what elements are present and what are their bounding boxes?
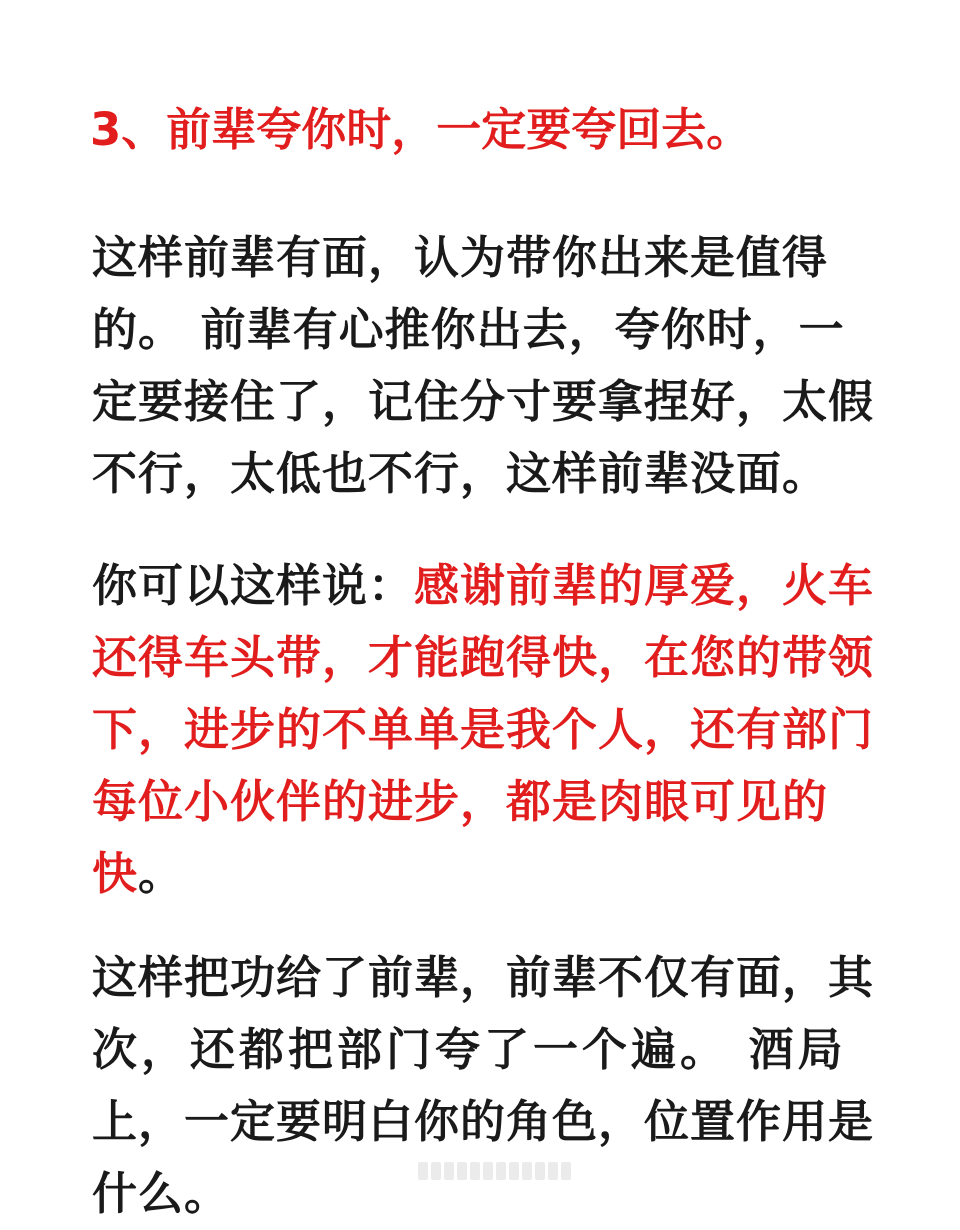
quote-lead-text: 你可以这样说： — [92, 559, 415, 612]
quote-text: 下，进步的不单单是我个人，还有部门 — [92, 703, 875, 756]
paragraph-line: 不行，太低也不行，这样前辈没面。 — [92, 447, 829, 500]
paragraph-line: 次，还都把部门夸了一个遍。 酒局 — [92, 1023, 847, 1076]
paragraph-line: 定要接住了，记住分寸要拿捏好，太假 — [92, 375, 875, 428]
paragraph-line: 这样把功给了前辈，前辈不仅有面，其 — [92, 951, 875, 1004]
watermark-logo — [418, 1158, 571, 1184]
quote-text: 感谢前辈的厚爱，火车 — [414, 559, 875, 612]
paragraph-line: 上，一定要明白你的角色，位置作用是 — [92, 1095, 875, 1148]
paragraph-line: 什么。 — [92, 1167, 231, 1220]
paragraph-line: 这样前辈有面，认为带你出来是值得 — [92, 231, 829, 284]
paragraph-line — [92, 838, 882, 910]
paragraph-conclusion — [92, 942, 882, 1230]
section-heading: 3、前辈夸你时，一定要夸回去。 — [90, 103, 752, 156]
quote-text: 每位小伙伴的进步，都是肉眼可见的 — [92, 775, 829, 828]
paragraph-explanation — [92, 222, 882, 510]
quote-end-punctuation: 。 — [138, 847, 185, 900]
paragraph-line: 的。 前辈有心推你出去，夸你时，一 — [92, 303, 845, 356]
quote-text: 还得车头带，才能跑得快，在您的带领 — [92, 631, 875, 684]
paragraph-example-quote — [92, 550, 882, 910]
paragraph-line — [92, 550, 882, 622]
quote-text: 快 — [92, 847, 139, 900]
